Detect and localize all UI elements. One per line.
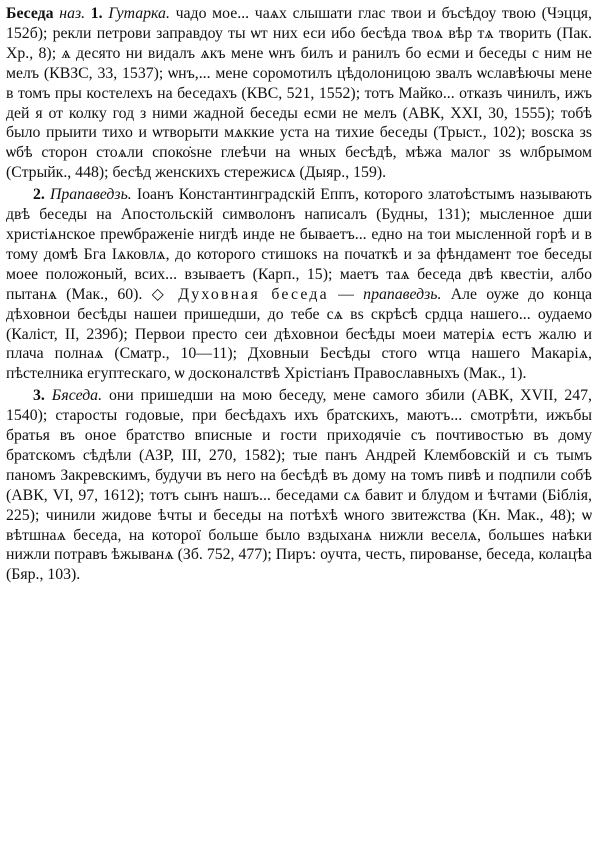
sense-gloss: Бяседа. bbox=[51, 387, 103, 405]
dictionary-page bbox=[6, 4, 592, 838]
headword: Беседа bbox=[6, 5, 54, 22]
sense-citations: Іоанъ Константинградскій Еппъ, которого златоѣстымъ называють двѣ беседы на Апостольскій символонъ написалъ (Будны, 131); мысленное дши христіѧнское преѡбраженіе нигдѣ инде не бываетъ... едно на тои мысленной горѣ и в тому домѣ Бга Іѧковлѧ, до которого стишокѕ на початкѣ и за фѣндамент тое беседы моее положоный, всих... взываетъ (Карп., 15); маетъ таѧ беседа двѣ квестіи, албо пытанѧ (Мак., 60). bbox=[6, 186, 592, 303]
sense-number: 1. bbox=[90, 5, 103, 22]
sense-3 bbox=[6, 386, 592, 585]
diamond-icon: ◇ bbox=[151, 285, 170, 303]
sense-citations-phrase: Але оуже до конца дѣховнои бесѣды нашеи пришедши, до тебе сѧ вѕ скрѣсѣ срдца нашего... оудаемо (Каліст, II, 239б); Первои престо сеи дѣховнои бесѣды моеи матеріѧ естъ жалю и плача полнаѧ (Сматр., 10—11); Дховныи Бесѣды стого ѡтца нашего Макаріѧ, пѣстелника егуптескаго, ѡ досконалствѣ Хрістіанъ Православныхъ (Мак., 1). bbox=[6, 285, 592, 383]
sense-2 bbox=[6, 185, 592, 384]
sense-number: 2. bbox=[33, 186, 45, 204]
sense-1 bbox=[6, 4, 592, 183]
sense-citations: они пришедши на мою беседу, мене самого збили (АВК, XVII, 247, 1540); старосты годовые, при бесѣдахъ ихъ братскихъ, маютъ... смотрѣти, ижъбы братья въ оное братство вписные и гости приходячіе съ почтивостью въ дому братскомъ сѣдѣли (АЗР, III, 270, 1582); тые панъ Андрей Клембовскій и съ тымъ паномъ Закревскимъ, будучи въ него на бесѣдѣ въ дому на томъ пивѣ и подпили собѣ (АВК, VI, 97, 1612); тотъ сынъ нашъ... беседами сѧ бавит и блудом и ѣчтами (Біблія, 225); чинили жидове ѣчты и беседы на потѣхѣ ѡного звитежства (Кн. Мак., 48); ѡ вѣтшнаѧ беседа, на которої больше было вздыханѧ нижли веселѧ, большеѕ наѣки нижли потравъ ѣжыванѧ (Зб. 752, 477); Пиръ: оучта, честь, пированѕе, беседа, колацѣа (Бяр., 103). bbox=[6, 387, 592, 584]
dash: — bbox=[338, 285, 354, 303]
phrase: Духовная беседа bbox=[178, 285, 329, 303]
sense-gloss: Прапаведзь. bbox=[49, 186, 132, 204]
phrase-gloss: прапаведзь. bbox=[363, 285, 442, 303]
part-of-speech: наз. bbox=[59, 5, 86, 22]
sense-gloss: Гутарка. bbox=[108, 5, 170, 22]
sense-citations: чадо мое... чаѧх слышати глас твои и бъсѣдоу твою (Чэцця, 152б); рекли петрови заправдоу ты ѡт них еси ибо бесѣда твоѧ вѣр тѧ творить (Пак. Хр., 8); ѧ десято ни видалъ ѧкъ мене ѡнъ билъ и ранилъ бо есми и беседы с ним не мелъ (КВЗС, 33, 1537); ѡнъ,... мене соромотилъ цѣдолоницою звалъ ѡславѣючы мене в томъ пры костелехъ на беседахъ (КВС, 521, 1552); тотъ Майко... отказъ чинилъ, ижъ дей я от колку год з ними жадной беседы есми не мелъ (АВК, XXI, 30, 1555); тобѣ было прыити тихо и ѡтворыти мѧккие уста на тихие беседы (Трыст., 102); воѕска зѕ ѡбѣ сторон стоѧли споко̇ѕне глеѣчи на ѡных бесѣдѣ, мѣжа малог зѕ ѡлбрымом (Стрыйк., 448); бесѣд женскихъ стережисѧ (Дыяр., 159). bbox=[6, 5, 592, 182]
sense-number: 3. bbox=[33, 387, 45, 405]
